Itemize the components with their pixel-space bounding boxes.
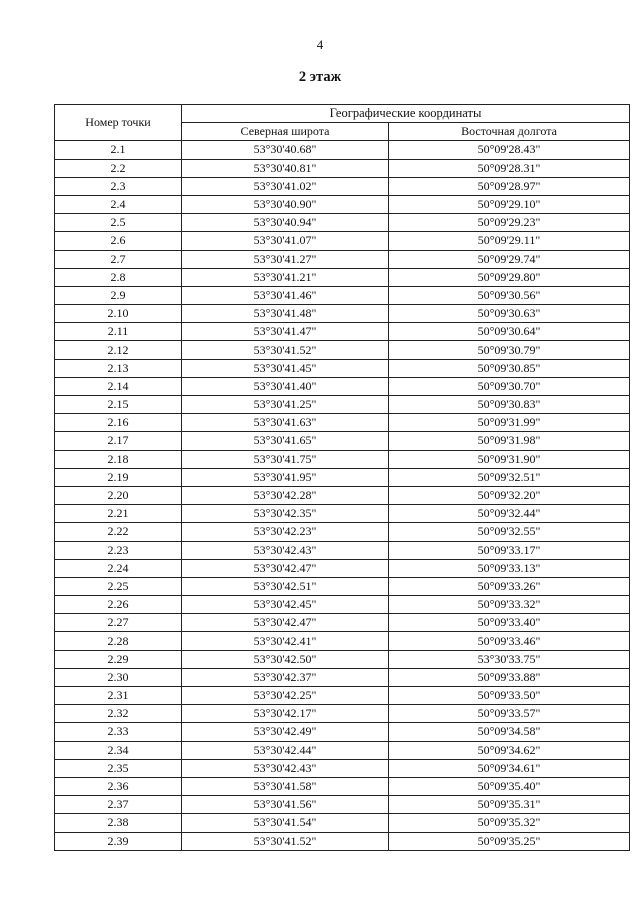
latitude-cell: 53°30'41.56" <box>182 796 389 814</box>
point-number-cell: 2.37 <box>55 796 182 814</box>
longitude-cell: 50°09'34.61" <box>389 759 630 777</box>
longitude-cell: 50°09'31.98" <box>389 432 630 450</box>
point-number-cell: 2.26 <box>55 596 182 614</box>
latitude-cell: 53°30'42.45" <box>182 596 389 614</box>
table-row <box>55 650 630 668</box>
longitude-cell: 50°09'33.40" <box>389 614 630 632</box>
longitude-cell: 50°09'28.97" <box>389 177 630 195</box>
latitude-cell: 53°30'42.43" <box>182 541 389 559</box>
longitude-cell: 50°09'30.63" <box>389 305 630 323</box>
point-number-cell: 2.22 <box>55 523 182 541</box>
latitude-cell: 53°30'41.75" <box>182 450 389 468</box>
latitude-cell: 53°30'40.68" <box>182 141 389 159</box>
point-number-cell: 2.18 <box>55 450 182 468</box>
latitude-cell: 53°30'41.25" <box>182 396 389 414</box>
point-number-cell: 2.12 <box>55 341 182 359</box>
point-number-cell: 2.30 <box>55 668 182 686</box>
point-number-cell: 2.35 <box>55 759 182 777</box>
point-number-cell: 2.3 <box>55 177 182 195</box>
point-number-cell: 2.17 <box>55 432 182 450</box>
table-row <box>55 614 630 632</box>
latitude-cell: 53°30'42.23" <box>182 523 389 541</box>
longitude-cell: 50°09'35.32" <box>389 814 630 832</box>
longitude-cell: 50°09'30.56" <box>389 286 630 304</box>
header-geo-coordinates: Географические координаты <box>182 105 630 123</box>
latitude-cell: 53°30'42.17" <box>182 705 389 723</box>
table-row <box>55 286 630 304</box>
point-number-cell: 2.25 <box>55 577 182 595</box>
header-point-number: Номер точки <box>55 105 182 141</box>
longitude-cell: 50°09'29.10" <box>389 195 630 213</box>
point-number-cell: 2.34 <box>55 741 182 759</box>
latitude-cell: 53°30'40.90" <box>182 195 389 213</box>
table-row <box>55 577 630 595</box>
table-row <box>55 741 630 759</box>
table-row <box>55 432 630 450</box>
point-number-cell: 2.28 <box>55 632 182 650</box>
point-number-cell: 2.33 <box>55 723 182 741</box>
point-number-cell: 2.6 <box>55 232 182 250</box>
table-row <box>55 814 630 832</box>
longitude-cell: 50°09'34.58" <box>389 723 630 741</box>
table-row <box>55 141 630 159</box>
latitude-cell: 53°30'41.54" <box>182 814 389 832</box>
point-number-cell: 2.11 <box>55 323 182 341</box>
table-row <box>55 541 630 559</box>
longitude-cell: 50°09'31.99" <box>389 414 630 432</box>
latitude-cell: 53°30'41.95" <box>182 468 389 486</box>
latitude-cell: 53°30'41.46" <box>182 286 389 304</box>
point-number-cell: 2.36 <box>55 777 182 795</box>
point-number-cell: 2.9 <box>55 286 182 304</box>
point-number-cell: 2.21 <box>55 505 182 523</box>
table-row <box>55 177 630 195</box>
latitude-cell: 53°30'42.51" <box>182 577 389 595</box>
latitude-cell: 53°30'42.25" <box>182 687 389 705</box>
table-row <box>55 832 630 850</box>
latitude-cell: 53°30'42.49" <box>182 723 389 741</box>
point-number-cell: 2.31 <box>55 687 182 705</box>
latitude-cell: 53°30'41.02" <box>182 177 389 195</box>
longitude-cell: 50°09'33.17" <box>389 541 630 559</box>
coordinates-table <box>54 104 630 851</box>
longitude-cell: 50°09'33.13" <box>389 559 630 577</box>
table-row <box>55 250 630 268</box>
point-number-cell: 2.4 <box>55 195 182 213</box>
longitude-cell: 50°09'31.90" <box>389 450 630 468</box>
point-number-cell: 2.24 <box>55 559 182 577</box>
latitude-cell: 53°30'41.52" <box>182 832 389 850</box>
header-latitude: Северная широта <box>182 123 389 141</box>
latitude-cell: 53°30'41.27" <box>182 250 389 268</box>
table-row <box>55 323 630 341</box>
longitude-cell: 50°09'32.55" <box>389 523 630 541</box>
longitude-cell: 50°09'33.32" <box>389 596 630 614</box>
longitude-cell: 50°09'33.57" <box>389 705 630 723</box>
latitude-cell: 53°30'41.47" <box>182 323 389 341</box>
table-row <box>55 505 630 523</box>
longitude-cell: 50°09'33.26" <box>389 577 630 595</box>
table-row <box>55 268 630 286</box>
point-number-cell: 2.7 <box>55 250 182 268</box>
longitude-cell: 50°09'28.31" <box>389 159 630 177</box>
longitude-cell: 50°09'32.51" <box>389 468 630 486</box>
latitude-cell: 53°30'40.81" <box>182 159 389 177</box>
table-row <box>55 195 630 213</box>
longitude-cell: 50°09'34.62" <box>389 741 630 759</box>
point-number-cell: 2.8 <box>55 268 182 286</box>
latitude-cell: 53°30'42.47" <box>182 614 389 632</box>
table-row <box>55 632 630 650</box>
table-row <box>55 214 630 232</box>
table-row <box>55 450 630 468</box>
table-row <box>55 559 630 577</box>
table-row <box>55 377 630 395</box>
point-number-cell: 2.23 <box>55 541 182 559</box>
table-row <box>55 468 630 486</box>
longitude-cell: 50°09'33.88" <box>389 668 630 686</box>
point-number-cell: 2.27 <box>55 614 182 632</box>
latitude-cell: 53°30'41.63" <box>182 414 389 432</box>
point-number-cell: 2.15 <box>55 396 182 414</box>
latitude-cell: 53°30'41.45" <box>182 359 389 377</box>
longitude-cell: 50°09'29.80" <box>389 268 630 286</box>
table-row <box>55 232 630 250</box>
table-row <box>55 687 630 705</box>
point-number-cell: 2.38 <box>55 814 182 832</box>
latitude-cell: 53°30'42.44" <box>182 741 389 759</box>
table-row <box>55 486 630 504</box>
longitude-cell: 50°09'30.70" <box>389 377 630 395</box>
latitude-cell: 53°30'41.65" <box>182 432 389 450</box>
latitude-cell: 53°30'41.48" <box>182 305 389 323</box>
latitude-cell: 53°30'42.28" <box>182 486 389 504</box>
latitude-cell: 53°30'41.40" <box>182 377 389 395</box>
longitude-cell: 50°09'29.11" <box>389 232 630 250</box>
point-number-cell: 2.20 <box>55 486 182 504</box>
latitude-cell: 53°30'41.07" <box>182 232 389 250</box>
table-row <box>55 341 630 359</box>
longitude-cell: 50°09'30.79" <box>389 341 630 359</box>
latitude-cell: 53°30'42.35" <box>182 505 389 523</box>
longitude-cell: 50°09'33.46" <box>389 632 630 650</box>
header-longitude: Восточная долгота <box>389 123 630 141</box>
latitude-cell: 53°30'42.41" <box>182 632 389 650</box>
page-number: 4 <box>316 37 324 52</box>
longitude-cell: 50°09'30.64" <box>389 323 630 341</box>
longitude-cell: 53°30'33.75" <box>389 650 630 668</box>
longitude-cell: 50°09'28.43" <box>389 141 630 159</box>
table-row <box>55 596 630 614</box>
longitude-cell: 50°09'29.74" <box>389 250 630 268</box>
latitude-cell: 53°30'41.58" <box>182 777 389 795</box>
table-row <box>55 705 630 723</box>
point-number-cell: 2.14 <box>55 377 182 395</box>
longitude-cell: 50°09'33.50" <box>389 687 630 705</box>
latitude-cell: 53°30'42.47" <box>182 559 389 577</box>
page-heading: 2 этаж <box>298 69 342 85</box>
point-number-cell: 2.10 <box>55 305 182 323</box>
longitude-cell: 50°09'32.44" <box>389 505 630 523</box>
longitude-cell: 50°09'30.85" <box>389 359 630 377</box>
point-number-cell: 2.1 <box>55 141 182 159</box>
latitude-cell: 53°30'41.21" <box>182 268 389 286</box>
latitude-cell: 53°30'41.52" <box>182 341 389 359</box>
table-row <box>55 305 630 323</box>
point-number-cell: 2.13 <box>55 359 182 377</box>
table-row <box>55 414 630 432</box>
table-body <box>55 141 630 850</box>
table-row <box>55 723 630 741</box>
point-number-cell: 2.5 <box>55 214 182 232</box>
longitude-cell: 50°09'35.25" <box>389 832 630 850</box>
point-number-cell: 2.16 <box>55 414 182 432</box>
table-row <box>55 796 630 814</box>
longitude-cell: 50°09'29.23" <box>389 214 630 232</box>
longitude-cell: 50°09'35.31" <box>389 796 630 814</box>
longitude-cell: 50°09'30.83" <box>389 396 630 414</box>
point-number-cell: 2.29 <box>55 650 182 668</box>
longitude-cell: 50°09'35.40" <box>389 777 630 795</box>
point-number-cell: 2.19 <box>55 468 182 486</box>
table-row <box>55 396 630 414</box>
table-row <box>55 359 630 377</box>
table-row <box>55 159 630 177</box>
latitude-cell: 53°30'42.37" <box>182 668 389 686</box>
longitude-cell: 50°09'32.20" <box>389 486 630 504</box>
table-row <box>55 523 630 541</box>
latitude-cell: 53°30'42.43" <box>182 759 389 777</box>
point-number-cell: 2.39 <box>55 832 182 850</box>
table-row <box>55 759 630 777</box>
point-number-cell: 2.32 <box>55 705 182 723</box>
table-header <box>55 105 630 141</box>
table-row <box>55 668 630 686</box>
latitude-cell: 53°30'40.94" <box>182 214 389 232</box>
latitude-cell: 53°30'42.50" <box>182 650 389 668</box>
point-number-cell: 2.2 <box>55 159 182 177</box>
table-row <box>55 777 630 795</box>
